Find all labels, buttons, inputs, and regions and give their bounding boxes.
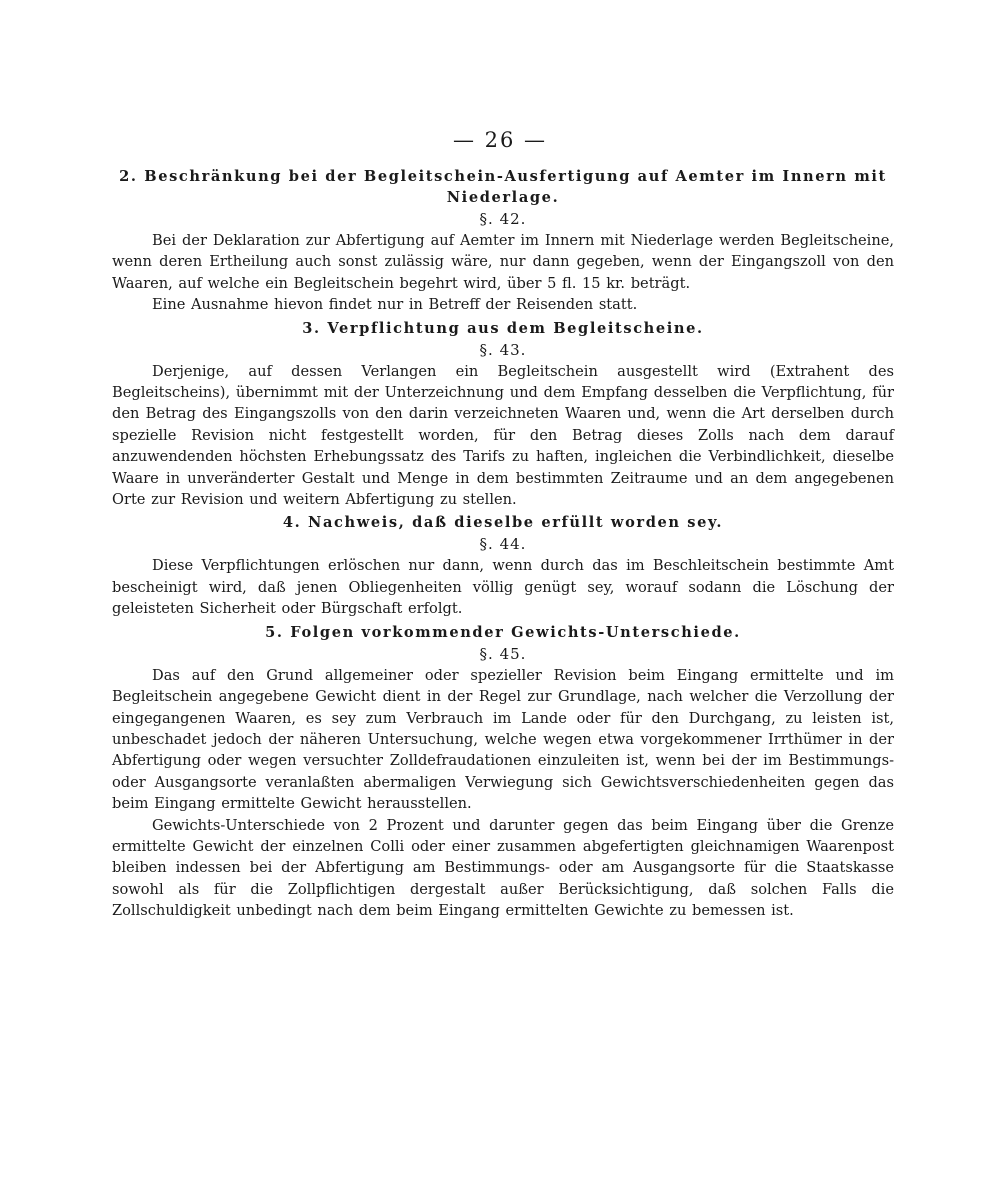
body-paragraph: Diese Verpflichtungen erlöschen nur dann, wenn durch das im Beschleitschein bestimmte Amt bescheinigt wird, daß jenen Obliegenheiten völlig genügt sey, worauf sodann die Löschung der geleisteten Sicherheit oder Bürgschaft erfolgt. [112,557,894,618]
body-paragraph: Bei der Deklaration zur Abfertigung auf Aemter im Innern mit Niederlage werden Begleitscheine, wenn deren Ertheilung auch sonst zulässig wäre, nur dann gegeben, wenn der Eingangszoll von den Waaren, auf welche ein Begleitschein begehrt wird, über 5 fl. 15 kr. beträgt. [112,232,894,292]
section-heading: 4. Nachweis, daß dieselbe erfüllt worden sey. [282,514,724,532]
body-paragraph: Derjenige, auf dessen Verlangen ein Begleitschein ausgestellt wird (Extrahent des Begleitscheins), übernimmt mit der Unterzeichnung und dem Empfang desselben die Verpflichtung, für den Betrag des Eingangszolls von den darin verzeichneten Waaren und, wenn die Art derselben durch spezielle Revision nicht festgestellt worden, für den Betrag dieses Zolls nach dem darauf anzuwendenden höchsten Erhebungssatz des Tarifs zu haften, ingleichen die Verbindlichkeit, dieselbe Waare in unveränderter Gestalt und Menge in dem bestimmten Zeitraume und an dem angegebenen Orte zur Revision und weitern Abfertigung zu stellen. [112,362,894,509]
paragraph-number: §. 44. [479,535,527,554]
body-paragraph: Das auf den Grund allgemeiner oder spezieller Revision beim Eingang ermittelte und im Begleitschein angegebene Gewicht dient in der Regel zur Grundlage, nach welcher die Verzollung der eingegangenen Waaren, es sey zum Verbrauch im Lande oder für den Durchgang, zu leisten ist, unbeschadet jedoch der näheren Untersuchung, welche wegen etwa vorgekommener Irrthümer in der Abfertigung oder wegen versuchter Zolldefraudationen einzuleiten ist, wenn bei der im Bestimmungs- oder Ausgangsorte veranlaßten abermaligen Verwiegung sich Gewichtsverschiedenheiten gegen das beim Eingang ermittelte Gewicht herausstellen. [112,666,894,813]
body-paragraph: Eine Ausnahme hievon findet nur in Betreff der Reisenden statt. [152,296,638,314]
section-heading: 3. Verpflichtung aus dem Begleitscheine. [302,319,704,337]
section-heading: 5. Folgen vorkommender Gewichts-Unterschiede. [265,623,741,641]
paragraph-number: §. 43. [479,340,527,359]
text-column [112,166,894,922]
section-heading: 2. Beschränkung bei der Begleitschein-Ausfertigung auf Aemter im Innern mit Niederlage. [119,168,887,206]
paragraph-number: §. 45. [479,644,527,663]
body-paragraph: Gewichts-Unterschiede von 2 Prozent und darunter gegen das beim Eingang über die Grenze ermittelte Gewicht der einzelnen Colli oder einer zusammen abgefertigten gleichnamigen Waarenpost bleiben indessen bei der Abfertigung am Bestimmungs- oder am Ausgangsorte für die Staatskasse sowohl als für die Zollpflichtigen dergestalt außer Berücksichtigung, daß solchen Falls die Zollschuldigkeit unbedingt nach dem beim Eingang ermittelten Gewichte zu bemessen ist. [112,816,894,920]
page-number: — 26 — [452,128,548,152]
paragraph-number: §. 42. [479,210,527,228]
